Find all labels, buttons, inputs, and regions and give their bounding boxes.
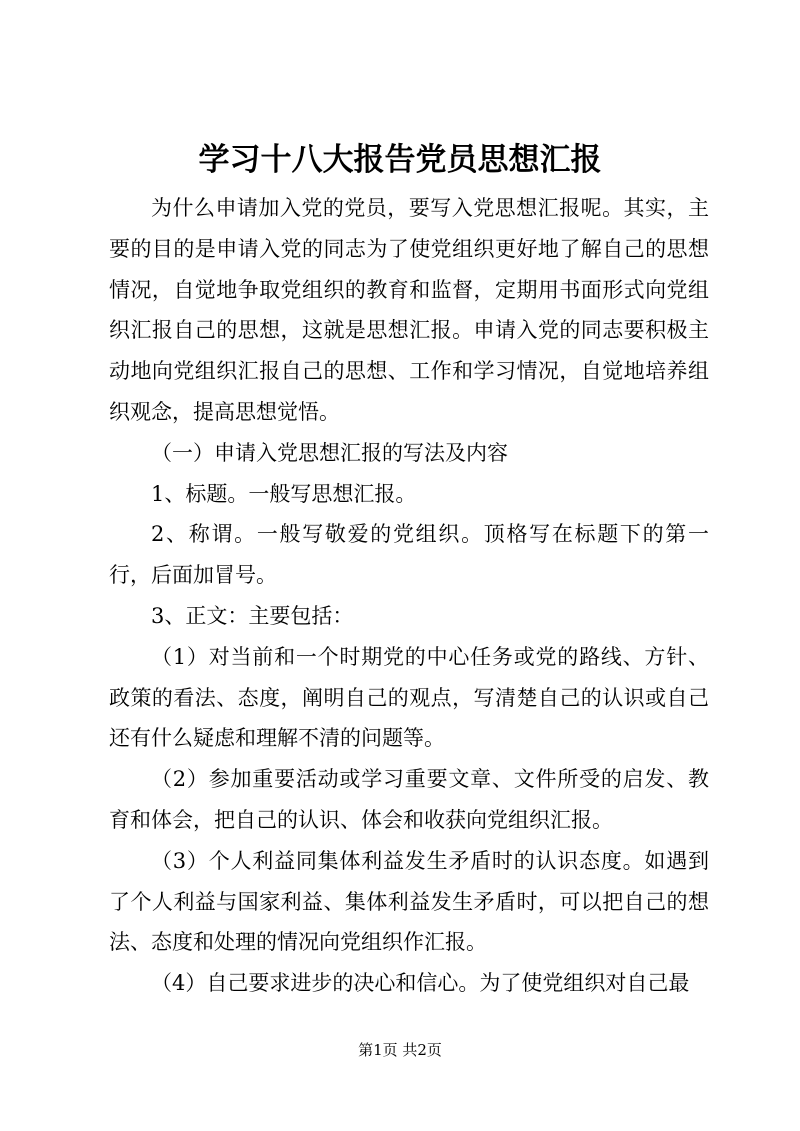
paragraph-section-heading: （一）申请入党思想汇报的写法及内容 (151, 440, 508, 465)
paragraph-subitem-2: （2）参加重要活动或学习重要文章、文件所受的启发、教育和体会，把自己的认识、体会和收获向党组织汇报。 (109, 767, 709, 832)
paragraph-subitem-4: （4）自己要求进步的决心和信心。为了使党组织对自己最 (151, 971, 690, 996)
paragraph-item-salutation: 2、称谓。一般写敬爱的党组织。顶格写在标题下的第一行，后面加冒号。 (109, 522, 709, 588)
paragraph-item-title: 1、标题。一般写思想汇报。 (151, 481, 417, 506)
paragraph-subitem-1: （1）对当前和一个时期党的中心任务或党的路线、方针、政策的看法、态度，阐明自己的观点，写清楚自己的认识或自己还有什么疑虑和理解不清的问题等。 (109, 644, 709, 751)
paragraph-item-body: 3、正文：主要包括： (151, 603, 354, 628)
page-number-footer: 第1页 共2页 (358, 1041, 442, 1059)
paragraph-subitem-3: （3）个人利益同集体利益发生矛盾时的认识态度。如遇到了个人利益与国家利益、集体利益发生矛盾时，可以把自己的想法、态度和处理的情况向党组织作汇报。 (109, 848, 709, 955)
document-body (109, 188, 709, 1004)
paragraph-intro: 为什么申请加入党的党员，要写入党思想汇报呢。其实，主要的目的是申请入党的同志为了使党组织更好地了解自己的思想情况，自觉地争取党组织的教育和监督，定期用书面形式向党组织汇报自己的思想，这就是思想汇报。申请入党的同志要积极主动地向党组织汇报自己的思想、工作和学习情况，自觉地培养组织观念，提高思想觉悟。 (109, 196, 709, 424)
document-title: 学习十八大报告党员思想汇报 (198, 142, 602, 178)
